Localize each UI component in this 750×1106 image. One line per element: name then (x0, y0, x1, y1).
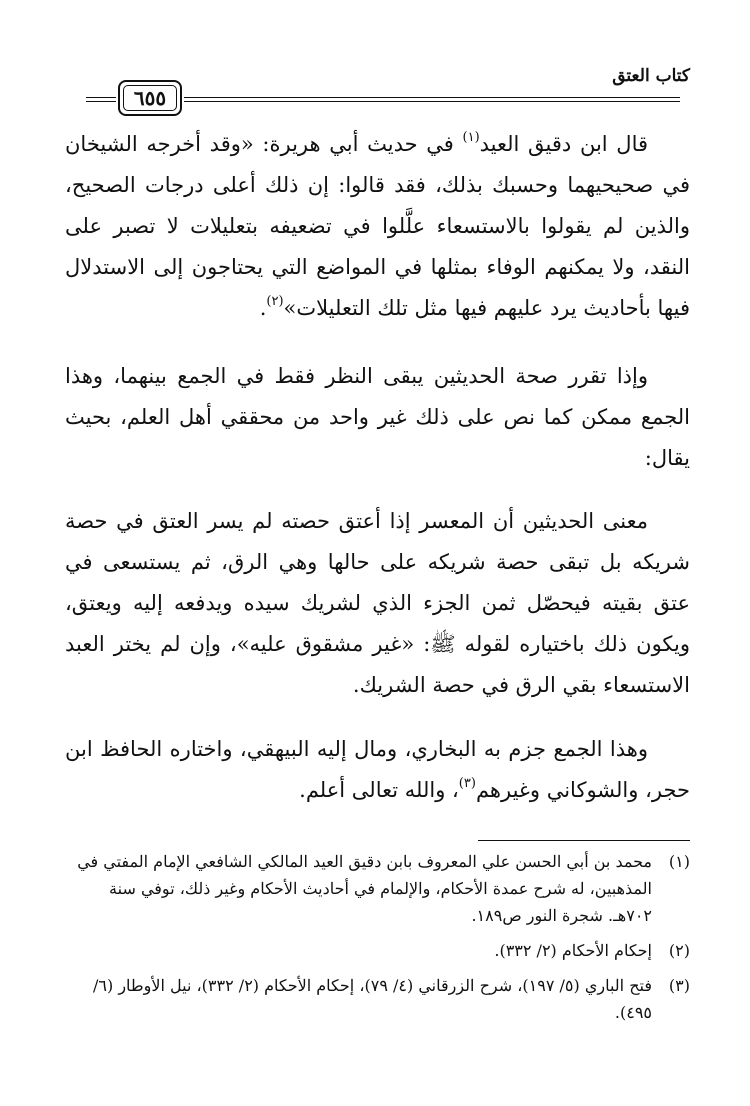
footnote-ref-3: (٣) (458, 776, 476, 791)
page-number: ٦٥٥ (118, 80, 182, 116)
header-rule-right (184, 97, 680, 102)
paragraph-4 (65, 729, 690, 811)
paragraph-2: وإذا تقرر صحة الحديثين يبقى النظر فقط في الجمع بينهما، وهذا الجمع ممكن كما نص على ذلك غير واحد من محققي أهل العلم، بحيث يقال: (65, 364, 690, 470)
footnote-text: إحكام الأحكام (٢/ ٣٣٢). (494, 941, 652, 960)
footnote-2 (65, 937, 690, 964)
footnote-ref-1: (١) (462, 130, 480, 145)
footnotes (65, 848, 690, 1034)
paragraph-1 (65, 124, 690, 329)
footnote-number: (٣) (668, 976, 690, 995)
paragraph-1-part-2: في حديث أبي هريرة: «وقد أخرجه الشيخان في صحيحيهما وحسبك بذلك، فقد قالوا: إن ذلك أعلى درجات الصحيح، والذين لم يقولوا بالاستسعاء علَّلوا في تضعيفه بتعليلات لا تصبر على النقد، ولا يمكنهم الوفاء بمثلها في المواضع التي يحتاجون إلى الاستدلال فيها بأحاديث يرد عليهم فيها مثل تلك التعليلات» (65, 132, 690, 320)
paragraph-4-part-1: وهذا الجمع جزم به البخاري، ومال إليه البيهقي، واختاره الحافظ ابن حجر، والشوكاني وغيرهم (65, 737, 690, 802)
running-title: كتاب العتق (612, 66, 690, 86)
paragraph-1-part-3: . (259, 296, 267, 320)
paragraph-3: معنى الحديثين أن المعسر إذا أعتق حصته لم يسر العتق في حصة شريكه بل تبقى حصة شريكه على حالها وهي الرق، ثم يستسعى في عتق بقيته فيحصّل ثمن الجزء الذي لشريك سيده ويدفعه إليه ويعتق، ويكون ذلك باختياره لقوله ﷺ: «غير مشقوق عليه»، وإن لم يختر العبد الاستسعاء بقي الرق في حصة الشريك. (65, 509, 690, 697)
header-rule-left (86, 97, 116, 102)
footnote-1 (65, 848, 690, 929)
footnote-text: فتح الباري (٥/ ١٩٧)، شرح الزرقاني (٤/ ٧٩)، إحكام الأحكام (٢/ ٣٣٢)، نيل الأوطار (٦/ ٤٩٥). (93, 976, 652, 1022)
paragraph-4-part-2: ، والله تعالى أعلم. (299, 778, 459, 802)
main-text (65, 124, 690, 811)
footnote-ref-2: (٢) (266, 294, 284, 309)
footnote-number: (١) (668, 852, 690, 871)
footnote-text: محمد بن أبي الحسن علي المعروف بابن دقيق العيد المالكي الشافعي الإمام المفتي في المذهبين، له شرح عمدة الأحكام، والإلمام في أحاديث الأحكام وغير ذلك، توفي سنة ٧٠٢هـ. شجرة النور ص١٨٩. (77, 852, 652, 925)
paragraph-1-part-1: قال ابن دقيق العيد (479, 132, 649, 156)
footnote-number: (٢) (668, 941, 690, 960)
footnote-3 (65, 972, 690, 1026)
footnote-separator (478, 840, 690, 841)
